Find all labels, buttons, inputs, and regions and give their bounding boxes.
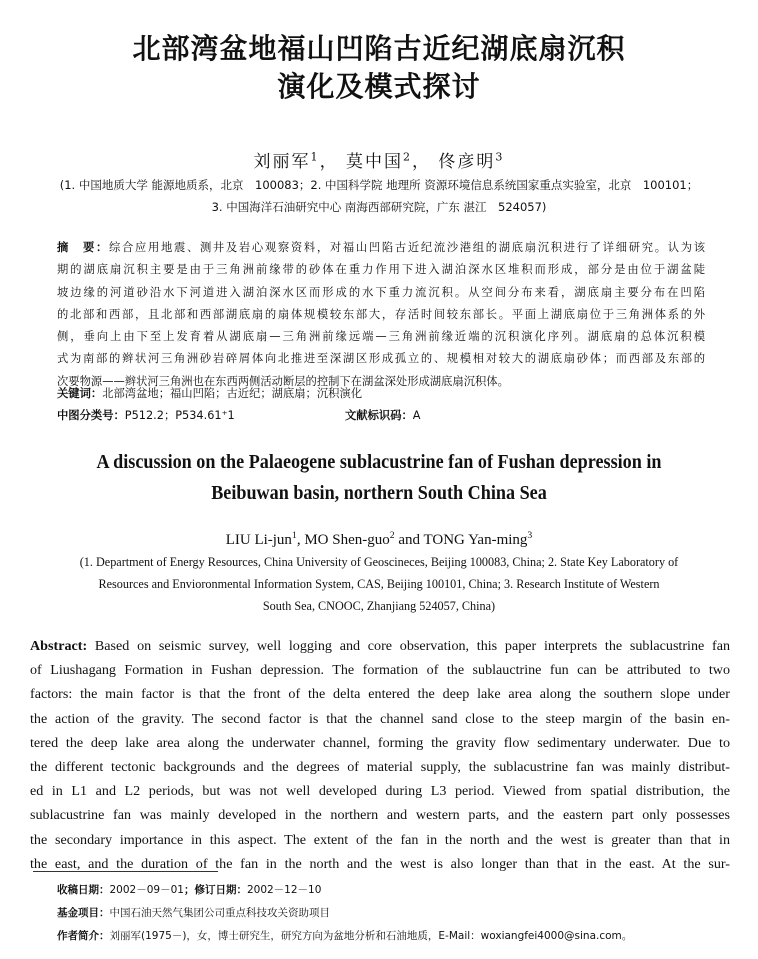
author-name: 刘丽军 bbox=[253, 152, 311, 172]
abstract-text: tered the deep lake area along the underwater channel, forming the gravity flow sedimentary underwater. Due to bbox=[30, 734, 730, 751]
affiliation-line: 3. 中国海洋石油研究中心 南海西部研究院，广东 湛江 524057) bbox=[211, 200, 547, 214]
affiliation-line: (1. 中国地质大学 能源地质系，北京 100083；2. 中国科学院 地理所 资源环境信息系统国家重点实验室，北京 100101； bbox=[59, 178, 699, 192]
author-name: TONG Yan-ming bbox=[423, 532, 528, 548]
abstract-text: the different tectonic backgrounds and the degrees of material supply, the sublacustrine fan was mainly distribut- bbox=[30, 759, 730, 776]
abstract-label: Abstract: bbox=[30, 638, 88, 654]
abstract-text: the east, and the duration of the fan in the north and the west is also longer than that in the east. At the sur- bbox=[30, 855, 730, 872]
clc-value: P512.2；P534.61⁺1 bbox=[124, 409, 235, 422]
abstract-text: 综合应用地震、测井及岩心观察资料，对福山凹陷古近纪流沙港组的湖底扇沉积进行了详细研究。认为该 bbox=[108, 241, 705, 254]
keywords-label: 关键词： bbox=[57, 387, 103, 400]
revised-label: ；修订日期： bbox=[183, 884, 247, 896]
abstract-text: Based on seismic survey, well logging and core observation, this paper interprets the sublacustrine fan bbox=[87, 638, 730, 654]
english-title bbox=[27, 447, 732, 509]
chinese-title bbox=[0, 30, 758, 106]
author-affiliation-mark: 2 bbox=[389, 530, 395, 542]
abstract-text: factors: the main factor is that the front of the delta entered the deep lake area along the southern slope under bbox=[30, 686, 730, 703]
received-label: 收稿日期： bbox=[57, 884, 110, 896]
bio-value: 刘丽军(1975－)，女，博士研究生，研究方向为盆地分析和石油地质，E-Mail：woxiangfei4000@sina.com。 bbox=[109, 930, 633, 942]
author-affiliation-mark: 3 bbox=[495, 150, 505, 164]
abstract-text: 坡边缘的河道砂沿水下河道进入湖泊深水区而形成的水下重力流沉积。从空间分布来看，湖底扇主要分布在凹陷 bbox=[57, 285, 705, 299]
english-authors bbox=[0, 530, 758, 550]
abstract-text: 式为南部的辫状河三角洲砂岩碎屑体向北推进至深湖区形成孤立的、规模相对较大的湖底扇砂体；而西部及东部的 bbox=[57, 352, 705, 366]
author-name: 佟彦明 bbox=[438, 152, 496, 172]
abstract-text: sublacustrine fan was mainly developed in the northern and western parts, and the eastern part only possesses bbox=[30, 807, 730, 824]
english-title-line-1: A discussion on the Palaeogene sublacustrine fan of Fushan depression in bbox=[96, 452, 662, 473]
chinese-title-line-1: 北部湾盆地福山凹陷古近纪湖底扇沉积 bbox=[132, 32, 626, 65]
abstract-text: 期的湖底扇沉积主要是由于三角洲前缘带的砂体在重力作用下进入湖泊深水区堆积而形成，部分是由位于湖盆陡 bbox=[57, 263, 705, 277]
english-affiliations bbox=[0, 551, 758, 617]
fund-value: 中国石油天然气集团公司重点科技攻关资助项目 bbox=[109, 907, 330, 919]
chinese-title-line-2: 演化及模式探讨 bbox=[277, 70, 481, 103]
separator: ， bbox=[319, 152, 339, 172]
clc-label: 中图分类号： bbox=[57, 409, 125, 422]
abstract-text: the action of the gravity. The second factor is that the channel sand close to the steep margin of the basin en- bbox=[30, 710, 730, 727]
footnote-fund bbox=[57, 902, 330, 925]
footnote-dates bbox=[57, 879, 321, 902]
author-affiliation-mark: 1 bbox=[310, 150, 320, 164]
footnote-divider bbox=[33, 871, 218, 872]
chinese-affiliations bbox=[0, 174, 758, 218]
abstract-text: 侧，垂向上由下至上发育着从湖底扇—三角洲前缘远端—三角洲前缘近端的沉积演化序列。湖底扇的总体沉积模 bbox=[57, 330, 705, 344]
abstract-text: 的北部和西部，且北部和西部湖底扇的扇体规模较东部大，存活时间较东部长。平面上湖底扇位于三角洲体系的外 bbox=[57, 307, 705, 321]
author-affiliation-mark: 3 bbox=[527, 530, 533, 542]
chinese-abstract bbox=[57, 237, 705, 393]
english-title-line-2: Beibuwan basin, northern South China Sea bbox=[211, 483, 547, 504]
received-value: 2002－09－01 bbox=[109, 884, 184, 896]
fund-label: 基金项目： bbox=[57, 907, 110, 919]
affiliation-line: South Sea, CNOOC, Zhanjiang 524057, China) bbox=[262, 599, 496, 613]
english-abstract bbox=[30, 634, 730, 876]
author-affiliation-mark: 2 bbox=[402, 150, 413, 164]
chinese-keywords bbox=[57, 383, 362, 405]
separator: ， bbox=[412, 152, 432, 172]
separator: , bbox=[296, 532, 305, 548]
bio-label: 作者简介： bbox=[57, 930, 110, 942]
abstract-text: 次要物源——辫状河三角洲也在东西两侧活动断层的控制下在湖盆深处形成湖底扇沉积体。 bbox=[57, 374, 509, 388]
affiliation-line: (1. Department of Energy Resources, China University of Geoscineces, Beijing 100083, China; 2. State Key Laboratory of bbox=[79, 555, 679, 569]
doc-code-value: A bbox=[412, 409, 421, 422]
abstract-text: the secondary importance in this aspect. The extent of the fan in the north and the west is greater than that in bbox=[30, 831, 730, 848]
author-affiliation-mark: 1 bbox=[291, 530, 297, 542]
abstract-label: 摘 要： bbox=[57, 241, 109, 254]
footnote-author-bio bbox=[57, 925, 632, 948]
affiliation-line: Resources and Envioronmental Information System, CAS, Beijing 100101, China; 3. Research Institute of Western bbox=[98, 577, 660, 591]
abstract-text: ed in L1 and L2 periods, but was not well developed during L3 period. Viewed from spatial distribution, the bbox=[30, 783, 730, 800]
doc-code-label: 文献标识码： bbox=[345, 409, 413, 422]
author-name: LIU Li-jun bbox=[225, 532, 292, 548]
author-name: MO Shen-guo bbox=[304, 532, 390, 548]
author-name: 莫中国 bbox=[345, 152, 403, 172]
keywords-value: 北部湾盆地；福山凹陷；古近纪；湖底扇；沉积演化 bbox=[102, 387, 363, 400]
document-code bbox=[345, 405, 421, 427]
classification-number bbox=[57, 405, 235, 427]
separator: and bbox=[394, 532, 424, 548]
chinese-authors bbox=[0, 151, 758, 173]
revised-value: 2002－12－10 bbox=[246, 884, 322, 896]
abstract-text: of Liushagang Formation in Fushan depression. The formation of the sublauctrine fun can be attributed to two bbox=[30, 662, 730, 679]
